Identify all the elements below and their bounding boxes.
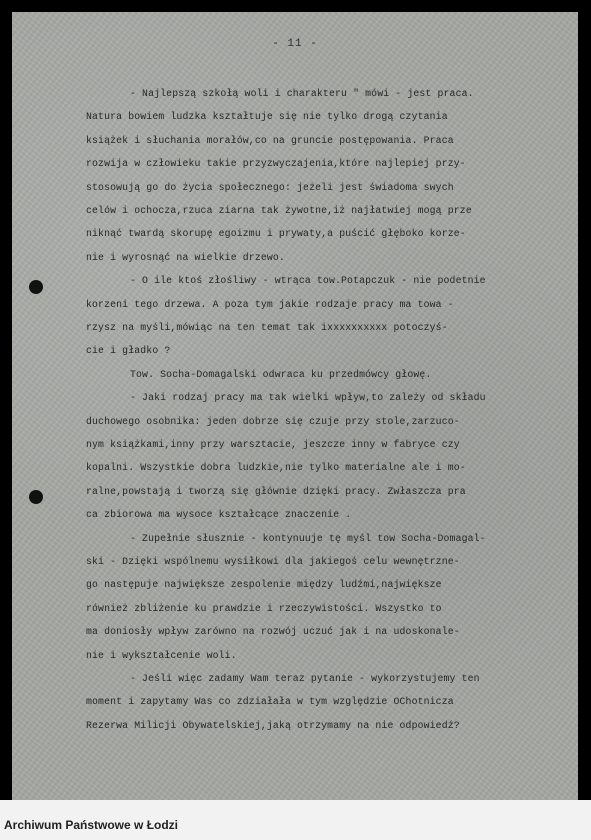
text-line: rzysz na myśli,mówiąc na ten temat tak ixxxxxxxxxx potoczyś- <box>86 322 448 333</box>
text-line: stosowują go do życia społecznego: jeżeli jest świadoma swych <box>86 181 454 193</box>
text-line: cie i gładko ? <box>86 345 171 357</box>
text-line: nie i wyrosnąć na wielkie drzewo. <box>86 251 285 263</box>
text-line: duchowego osobnika: jeden dobrze się czuje przy stole,zarzuco- <box>86 415 460 427</box>
text-line: ski - Dzięki wspólnemu wysiłkowi dla jakiegoś celu wewnętrzne- <box>86 556 460 567</box>
punch-hole-top <box>29 280 43 294</box>
text-line: - Zupełnie słusznie - kontynuuje tę myśl tow Socha-Domagal- <box>130 532 486 544</box>
text-line: - Jaki rodzaj pracy ma tak wielki wpływ,to zależy od składu <box>130 392 486 404</box>
text-line: - O ile ktoś złośliwy - wtrąca tow.Potapczuk - nie podetnie <box>130 275 486 287</box>
text-line: Natura bowiem ludzka kształtuje się nie tylko drogą czytania <box>86 111 448 123</box>
text-line: - Jeśli więc zadamy Wam teraz pytanie - wykorzystujemy ten <box>130 673 480 684</box>
text-line: Tow. Socha-Domagalski odwraca ku przedmówcy głowę. <box>130 368 432 380</box>
archive-footer <box>0 800 591 840</box>
text-line: Rezerwa Milicji Obywatelskiej,jaką otrzymamy na nie odpowiedź? <box>86 719 460 731</box>
text-line: korzeni tego drzewa. A poza tym jakie rodzaje pracy ma towa - <box>86 298 454 310</box>
text-line: ralne,powstają i tworzą się głównie dzięki pracy. Zwłaszcza pra <box>86 485 466 497</box>
text-line: go następuje największe zespolenie między ludźmi,największe <box>86 579 442 591</box>
text-line: celów i ochocza,rzuca ziarna tak żywotne,iż najłatwiej mogą prze <box>86 205 472 216</box>
text-line: ca zbiorowa ma wysoce kształcące znaczenie . <box>86 509 352 521</box>
archive-name: Archiwum Państwowe w Łodzi <box>4 818 179 832</box>
page-number: - 11 - <box>272 38 318 50</box>
text-line: ma doniosły wpływ zarówno na rozwój uczuć jak i na udoskonale- <box>86 626 460 638</box>
text-line: również zbliżenie ku prawdzie i rzeczywistości. Wszystko to <box>86 602 442 614</box>
punch-hole-bottom <box>29 490 43 504</box>
text-line: rozwija w człowieku takie przyzwyczajenia,które najlepiej przy- <box>86 158 466 170</box>
text-line: książek i słuchania morałów,co na gruncie postępowania. Praca <box>86 134 454 146</box>
text-line: nie i wykształcenie woli. <box>86 649 237 661</box>
document-sheet <box>12 12 578 800</box>
text-line: moment i zapytamy Was co zdziałała w tym względzie OChotnicza <box>86 696 454 708</box>
text-line: - Najlepszą szkołą woli i charakteru " mówi - jest praca. <box>130 88 474 99</box>
text-line: nym książkami,inny przy warsztacie, jeszcze inny w fabryce czy <box>86 439 460 450</box>
text-line: kopalni. Wszystkie dobra ludzkie,nie tylko materialne ale i mo- <box>86 462 466 474</box>
text-line: niknąć twardą skorupę egoizmu i prywaty,a puścić głęboko korze- <box>86 228 466 240</box>
